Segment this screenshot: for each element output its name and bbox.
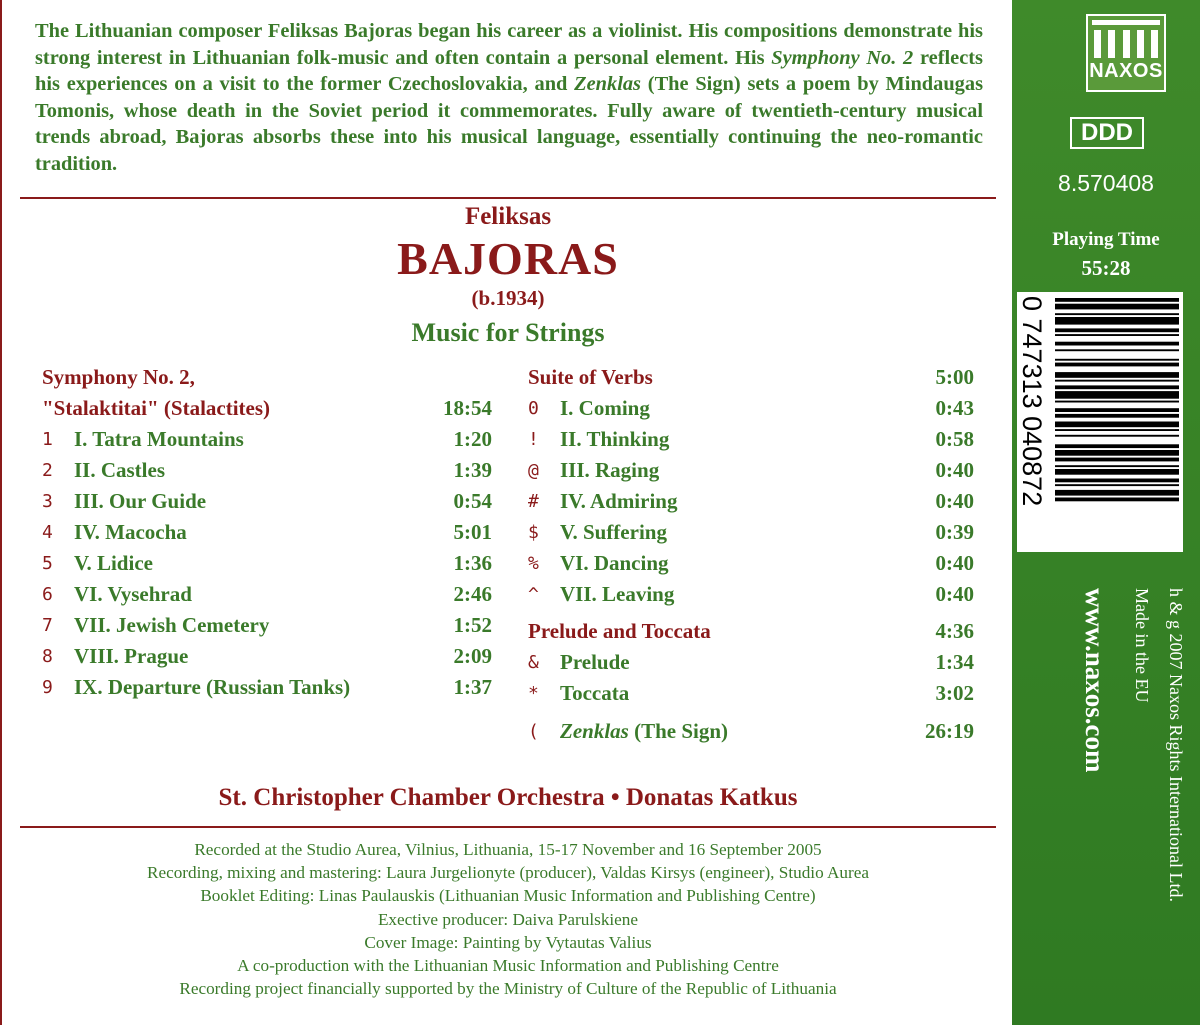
tracklist-left	[42, 362, 492, 703]
track-title: II. Castles	[74, 458, 166, 482]
performers-line: St. Christopher Chamber Orchestra • Donatas Katkus	[218, 784, 798, 811]
intro-work-symphony: Symphony No. 2	[771, 46, 914, 69]
track-duration: 2:09	[453, 644, 492, 668]
track-duration: 0:54	[453, 489, 492, 513]
barcode-bar	[1055, 359, 1179, 361]
track-title: IV. Admiring	[560, 489, 678, 513]
track-duration: 1:39	[453, 458, 492, 482]
barcode-bar	[1055, 342, 1179, 346]
barcode-bar	[1055, 380, 1179, 382]
track-duration: 0:40	[935, 551, 974, 575]
track-title: Prelude	[560, 650, 630, 674]
track-title	[560, 716, 728, 747]
barcode-bar	[1055, 349, 1179, 351]
barcode-bar	[1055, 484, 1179, 486]
track-row	[42, 455, 492, 486]
barcode-bar	[1055, 450, 1179, 456]
credit-line: Recorded at the Studio Aurea, Vilnius, Lithuania, 15-17 November and 16 September 2005	[194, 840, 822, 859]
barcode-bar	[1055, 334, 1179, 336]
track-number: #	[528, 491, 539, 512]
track-number: 1	[42, 429, 53, 450]
catalog-number: 8.570408	[1058, 170, 1154, 196]
track-title: VI. Dancing	[560, 551, 669, 575]
track-duration: 0:40	[935, 582, 974, 606]
track-duration: 0:40	[935, 489, 974, 513]
barcode-bar	[1055, 298, 1179, 302]
barcode-bar	[1055, 458, 1179, 462]
track-row	[528, 716, 974, 747]
track-row	[528, 517, 974, 548]
barcode-bar	[1055, 444, 1179, 448]
website-url[interactable]: www.naxos.com	[1080, 588, 1110, 773]
track-title: III. Our Guide	[74, 489, 207, 513]
track-row	[42, 672, 492, 703]
tracklist-right	[528, 362, 974, 747]
barcode-graphic	[1017, 292, 1183, 552]
track-number: 4	[42, 522, 53, 543]
track-row	[42, 548, 492, 579]
barcode-bar	[1055, 385, 1179, 389]
track-number: %	[528, 553, 539, 574]
work-title: Prelude and Toccata	[528, 619, 711, 643]
track-number: @	[528, 460, 539, 481]
credit-line: Booklet Editing: Linas Paulauskis (Lithuanian Music Information and Publishing Centre)	[200, 886, 816, 906]
divider-bottom	[20, 826, 996, 828]
barcode-digits: 0 747313 040872	[1017, 296, 1047, 507]
barcode-bar	[1055, 469, 1179, 475]
track-duration: 5:01	[453, 520, 492, 544]
track-row	[42, 424, 492, 455]
track-title: VIII. Prague	[74, 644, 189, 668]
track-title: V. Suffering	[560, 520, 667, 544]
track-number: (	[528, 721, 539, 742]
track-number: ^	[528, 584, 539, 605]
track-duration: 3:02	[935, 681, 974, 705]
track-row	[528, 647, 974, 678]
barcode-bar	[1055, 435, 1179, 437]
composer-first-name: Feliksas	[464, 203, 552, 230]
logo-column	[1137, 30, 1144, 58]
album-subtitle: Music for Strings	[411, 318, 605, 347]
made-in-label: Made in the EU	[1132, 588, 1152, 703]
barcode-bar	[1055, 429, 1179, 431]
track-row	[528, 486, 974, 517]
playing-time-label: Playing Time	[1052, 229, 1160, 250]
credit-line: Cover Image: Painting by Vytautas Valius	[364, 932, 652, 952]
track-number: 3	[42, 491, 53, 512]
logo-word: NAXOS	[1089, 60, 1163, 82]
track-title: I. Tatra Mountains	[74, 427, 244, 451]
work-title-line1: Symphony No. 2,	[42, 365, 195, 389]
barcode-bar	[1055, 401, 1179, 403]
track-number: 6	[42, 584, 53, 605]
track-duration: 1:36	[453, 551, 492, 575]
intro-text-2: reflects his experiences on a visit to the former Czechoslovakia, and	[35, 46, 983, 95]
credit-line: Recording, mixing and mastering: Laura Jurgelionyte (producer), Valdas Kirsys (engineer), Studio Aurea	[146, 863, 869, 883]
copyright-notice: h & g 2007 Naxos Rights International Ltd.	[1166, 588, 1186, 902]
track-number: $	[528, 522, 539, 543]
work-title-line2: "Stalaktitai" (Stalactites)	[42, 396, 271, 420]
track-number: *	[528, 683, 539, 704]
track-title-rest: (The Sign)	[628, 719, 729, 743]
barcode-bar	[1055, 408, 1179, 412]
barcode-bar	[1055, 313, 1179, 315]
track-row	[42, 486, 492, 517]
track-title: VII. Leaving	[560, 582, 675, 606]
track-duration: 2:46	[453, 582, 492, 606]
track-title: VII. Jewish Cemetery	[74, 613, 270, 637]
barcode-bar	[1055, 317, 1179, 325]
barcode-bar	[1055, 498, 1179, 502]
track-row	[42, 579, 492, 610]
barcode-bar	[1055, 422, 1179, 428]
track-duration: 0:40	[935, 458, 974, 482]
logo-column	[1108, 30, 1115, 58]
track-row	[42, 517, 492, 548]
track-title: I. Coming	[560, 396, 650, 420]
composer-last-name: BAJORAS	[397, 233, 619, 284]
logo-columns	[1094, 22, 1158, 58]
barcode-bar	[1055, 372, 1179, 378]
ddd-badge: DDD	[1070, 117, 1144, 149]
track-title: VI. Vysehrad	[74, 582, 192, 606]
barcode-bar	[1055, 363, 1179, 367]
track-number: 0	[528, 398, 539, 419]
track-row	[528, 455, 974, 486]
track-number: 5	[42, 553, 53, 574]
credit-line: Recording project financially supported by the Ministry of Culture of the Republic of Lithuania	[179, 979, 837, 999]
track-number: 7	[42, 615, 53, 636]
track-title: V. Lidice	[74, 551, 153, 575]
barcode-bar	[1055, 414, 1179, 418]
track-title: IV. Macocha	[74, 520, 187, 544]
logo-column	[1151, 30, 1158, 58]
intro-paragraph	[35, 18, 983, 177]
composer-dates: (b.1934)	[471, 286, 545, 310]
track-title-italic: Zenklas	[560, 719, 629, 743]
work-title: Suite of Verbs	[528, 365, 653, 389]
track-row	[42, 641, 492, 672]
barcode-bar	[1055, 304, 1179, 310]
track-row	[528, 424, 974, 455]
work-duration: 4:36	[935, 619, 974, 643]
barcode-bar	[1055, 328, 1179, 332]
intro-text-1: The Lithuanian composer Feliksas Bajoras began his career as a violinist. His compositions demonstrate his strong interest in Lithuanian folk-music and often contain a personal element. His	[35, 20, 983, 69]
credit-line: A co-production with the Lithuanian Music Information and Publishing Centre	[237, 956, 779, 976]
track-duration: 1:20	[453, 427, 492, 451]
intro-text-3: (The Sign) sets a poem by Mindaugas Tomonis, whose death in the Soviet period it commemorates. Fully aware of twentieth-century musical trends abroad, Bajoras absorbs these into his musical language, essentially continuing the neo-romantic tradition.	[35, 73, 984, 175]
barcode-bar	[1055, 479, 1179, 483]
track-title: III. Raging	[560, 458, 660, 482]
track-title: Toccata	[560, 681, 630, 705]
work-header	[528, 616, 974, 647]
track-duration: 0:43	[935, 396, 974, 420]
track-row	[528, 393, 974, 424]
work-header	[42, 362, 492, 393]
track-number: !	[528, 429, 539, 450]
track-row	[528, 548, 974, 579]
playing-time-value: 55:28	[1081, 256, 1131, 280]
track-duration: 1:52	[453, 613, 492, 637]
barcode-bar	[1055, 391, 1179, 399]
intro-work-zenklas: Zenklas	[574, 73, 641, 95]
work-duration: 5:00	[935, 365, 974, 389]
credit-line: Exective producer: Daiva Parulskiene	[377, 909, 639, 929]
barcode	[1017, 292, 1183, 552]
track-number: 9	[42, 677, 53, 698]
track-number: 2	[42, 460, 53, 481]
track-title: II. Thinking	[560, 427, 670, 451]
track-row	[528, 579, 974, 610]
track-number: &	[528, 652, 539, 673]
credits-block	[2, 838, 1014, 1000]
logo-column	[1094, 30, 1101, 58]
track-duration: 0:58	[935, 427, 974, 451]
track-title: IX. Departure (Russian Tanks)	[74, 675, 351, 699]
barcode-bars	[1055, 298, 1179, 501]
work-duration: 18:54	[443, 396, 492, 420]
logo-column	[1123, 30, 1130, 58]
barcode-bar	[1055, 490, 1179, 496]
track-duration: 0:39	[935, 520, 974, 544]
track-number: 8	[42, 646, 53, 667]
naxos-logo	[1086, 14, 1166, 92]
track-duration: 1:37	[453, 675, 492, 699]
track-row	[42, 610, 492, 641]
barcode-bar	[1055, 465, 1179, 467]
work-header	[528, 362, 974, 393]
track-duration: 1:34	[935, 650, 974, 674]
track-duration: 26:19	[925, 719, 974, 743]
work-header	[42, 393, 492, 424]
track-row	[528, 678, 974, 709]
divider-top	[20, 197, 996, 199]
